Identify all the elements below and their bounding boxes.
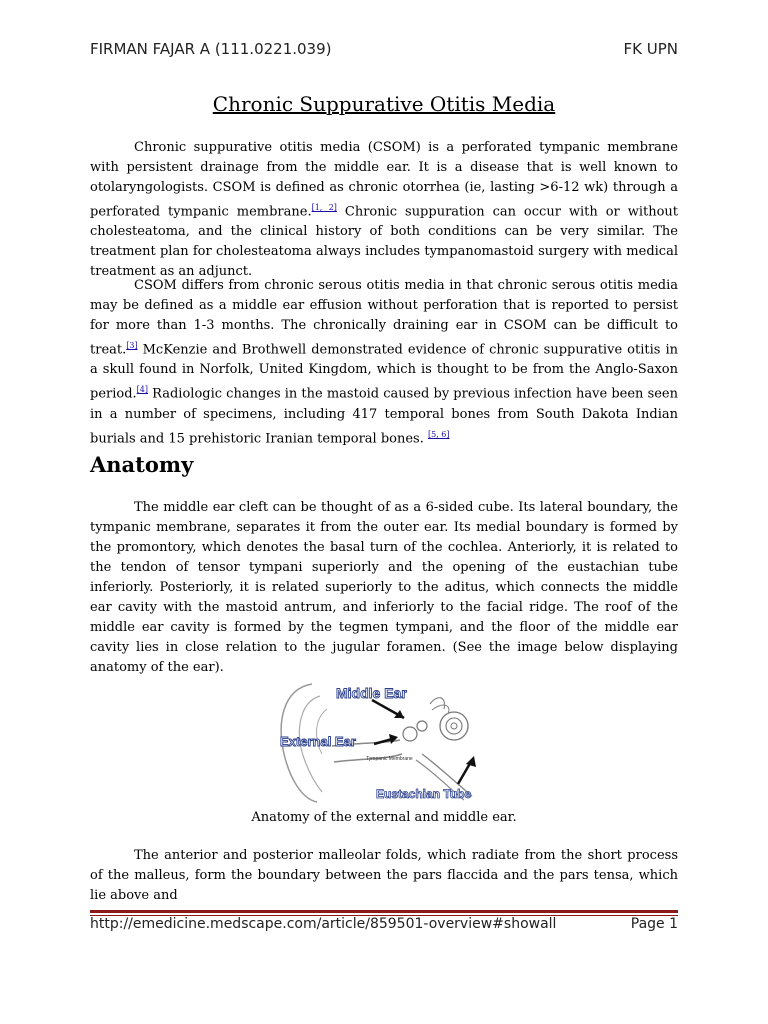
para2-text-b: McKenzie and Brothwell demonstrated evidence of chronic suppurative otitis in a skull found in Norfolk, United Kingdom, which is thought to be from the Anglo-Saxon period.: [90, 342, 678, 402]
page-header: [90, 40, 678, 58]
label-eustachian-tube: Eustachian Tube: [376, 787, 472, 801]
para2-text-c: Radiologic changes in the mastoid caused by previous infection have been seen in a number of specimens, including 417 temporal bones from South Dakota Indian burials and 15 prehistoric Iranian temporal bones.: [90, 386, 678, 446]
paragraph-anatomy: [90, 498, 678, 678]
paragraph-malleolar-folds: [90, 846, 678, 906]
ear-illustration: [272, 674, 498, 804]
label-middle-ear: Middle Ear: [336, 685, 407, 701]
paragraph-csom-differs: [90, 276, 678, 449]
header-author: FIRMAN FAJAR A (111.0221.039): [90, 40, 332, 58]
figure-caption: Anatomy of the external and middle ear.: [251, 810, 517, 825]
para1-text-a: Chronic suppurative otitis media (CSOM) is a perforated tympanic membrane with persistent drainage from the middle ear. It is a disease that is well known to otolaryngologists. CSOM is defined as chronic otorrhea (ie, lasting >6-12 wk) through a perforated tympanic membrane.: [90, 140, 678, 220]
footer-source-url: http://emedicine.medscape.com/article/859501-overview#showall: [90, 916, 557, 932]
section-heading-anatomy: Anatomy: [90, 452, 194, 477]
document-title: Chronic Suppurative Otitis Media: [212, 92, 556, 116]
paragraph-intro: [90, 138, 678, 282]
citation-link[interactable]: [5, 6]: [428, 429, 450, 439]
header-institution: FK UPN: [623, 40, 678, 58]
label-external-ear: External Ear: [280, 734, 356, 749]
ear-anatomy-figure: [272, 674, 498, 804]
citation-link[interactable]: [3]: [126, 341, 138, 350]
citation-link[interactable]: [4]: [136, 385, 149, 395]
label-tympanic-membrane: Tympanic Membrane: [366, 756, 413, 762]
para3-text: The middle ear cleft can be thought of as a 6-sided cube. Its lateral boundary, the tympanic membrane, separates it from the outer ear. Its medial boundary is formed by the promontory, which denotes the basal turn of the cochlea. Anteriorly, it is related to the tendon of tensor tympani superiorly and the opening of the eustachian tube inferiorly. Posteriorly, it is related superiorly to the aditus, which connects the middle ear cavity with the mastoid antrum, and inferiorly to the facial ridge. The roof of the middle ear cavity is formed by the tegmen tympani, and the floor of the middle ear cavity lies in close relation to the jugular foramen. (See the image below displaying anatomy of the ear).: [90, 500, 678, 675]
page-footer: [90, 916, 678, 932]
para4-text: The anterior and posterior malleolar folds, which radiate from the short process of the malleus, form the boundary between the pars flaccida and the pars tensa, which lie above and: [90, 848, 678, 903]
page-number: Page 1: [630, 916, 678, 932]
para2-text-a: CSOM differs from chronic serous otitis media in that chronic serous otitis media may be defined as a middle ear effusion without perforation that is reported to persist for more than 1-3 months. The chronically draining ear in CSOM can be difficult to treat.: [90, 278, 678, 358]
citation-link[interactable]: [1, 2]: [311, 203, 337, 212]
para1-text-b: Chronic suppuration can occur with or without cholesteatoma, and the clinical history of both conditions can be very similar. The treatment plan for cholesteatoma always includes tympanomastoid surgery with medical treatment as an adjunct.: [90, 204, 679, 280]
